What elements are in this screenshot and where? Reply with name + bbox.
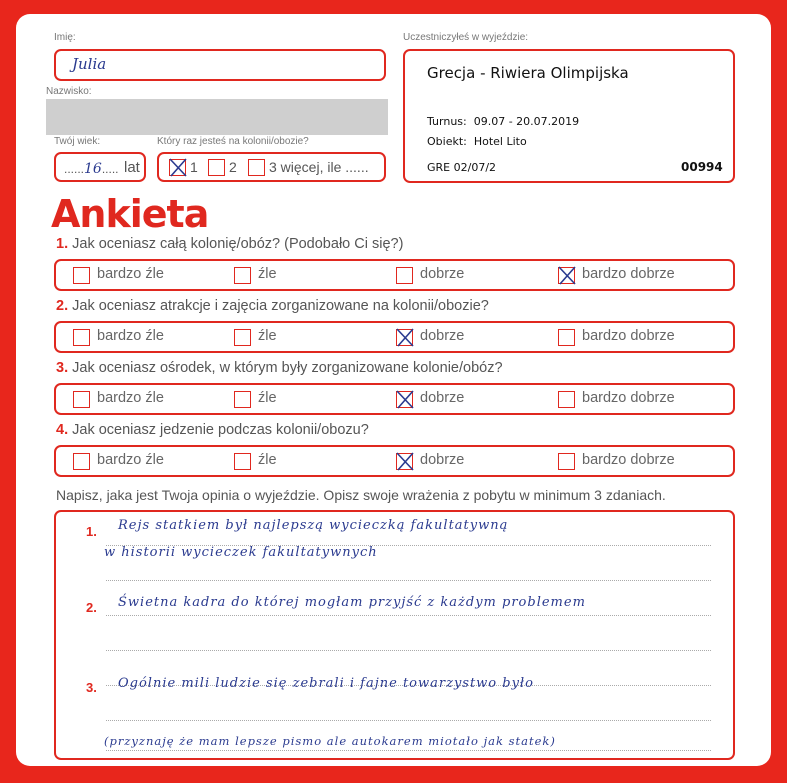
option-checkbox[interactable] — [558, 391, 575, 408]
check-x-icon — [395, 389, 415, 410]
option-checkbox[interactable] — [396, 267, 413, 284]
imie-field[interactable] — [54, 49, 386, 81]
question-number: 2. — [56, 298, 69, 314]
option-checkbox[interactable] — [73, 267, 90, 284]
question-text: Jak oceniasz całą kolonię/obóz? (Podobało Ci się?) — [72, 236, 404, 252]
writing-line — [106, 720, 711, 721]
uczestniczyles-label: Uczestniczyłeś w wyjeździe: — [403, 32, 529, 43]
option-label: bardzo źle — [97, 266, 164, 282]
question-number: 1. — [56, 236, 69, 252]
question-1-options — [54, 259, 735, 291]
option-label: źle — [258, 390, 277, 406]
option-checkbox[interactable] — [396, 329, 413, 346]
check-x-icon — [168, 157, 188, 178]
option-checkbox[interactable] — [558, 329, 575, 346]
imie-value: Julia — [72, 55, 107, 73]
trip-turnus: Turnus: 09.07 - 20.07.2019 — [427, 115, 580, 128]
question-2-options — [54, 321, 735, 353]
opinion-number: 1. — [86, 524, 97, 539]
wiek-dots-before: ...... — [64, 162, 85, 176]
raz-3-label: 3 więcej, ile ...... — [269, 159, 369, 175]
check-x-icon — [395, 451, 415, 472]
option-label: bardzo źle — [97, 390, 164, 406]
option-label: źle — [258, 452, 277, 468]
option-label: bardzo dobrze — [582, 390, 675, 406]
option-label: bardzo dobrze — [582, 266, 675, 282]
option-checkbox[interactable] — [396, 453, 413, 470]
option-label: bardzo źle — [97, 328, 164, 344]
ktory-raz-field — [157, 152, 386, 182]
trip-info-box — [403, 49, 735, 183]
opinion-text-line: w historii wycieczek fakultatywnych — [104, 545, 378, 560]
raz-2-checkbox[interactable] — [208, 159, 225, 176]
question-text: Jak oceniasz jedzenie podczas kolonii/obozu? — [72, 422, 369, 438]
opinion-text-line: Rejs statkiem był najlepszą wycieczką fakultatywną — [118, 518, 509, 533]
option-checkbox[interactable] — [396, 391, 413, 408]
check-x-icon — [557, 265, 577, 286]
option-label: dobrze — [420, 266, 465, 282]
option-checkbox[interactable] — [73, 453, 90, 470]
raz-3-checkbox[interactable] — [248, 159, 265, 176]
option-checkbox[interactable] — [234, 453, 251, 470]
question-3 — [56, 360, 503, 376]
option-checkbox[interactable] — [234, 391, 251, 408]
form-title: Ankieta — [51, 192, 209, 236]
question-1 — [56, 236, 403, 252]
writing-line — [106, 650, 711, 651]
wiek-value: 16 — [84, 161, 102, 177]
opinion-number: 3. — [86, 680, 97, 695]
ktory-raz-label: Który raz jesteś na kolonii/obozie? — [157, 136, 309, 147]
writing-line — [106, 580, 711, 581]
question-text: Jak oceniasz ośrodek, w którym były zorganizowane kolonie/obóz? — [72, 360, 503, 376]
question-number: 3. — [56, 360, 69, 376]
option-label: źle — [258, 266, 277, 282]
opinion-number: 2. — [86, 600, 97, 615]
trip-title: Grecja - Riwiera Olimpijska — [427, 64, 629, 82]
opinion-text-line: Ogólnie mili ludzie się zebrali i fajne towarzystwo było — [118, 676, 534, 691]
opinion-text-line: Świetna kadra do której mogłam przyjść z każdym problemem — [118, 595, 586, 610]
question-4-options — [54, 445, 735, 477]
option-checkbox[interactable] — [234, 267, 251, 284]
opinion-prompt: Napisz, jaka jest Twoja opinia o wyjeździe. Opisz swoje wrażenia z pobytu w minimum 3 zdaniach. — [56, 487, 666, 503]
question-3-options — [54, 383, 735, 415]
nazwisko-redacted — [46, 99, 388, 135]
imie-label: Imię: — [54, 32, 76, 43]
option-label: dobrze — [420, 328, 465, 344]
question-4 — [56, 422, 369, 438]
question-number: 4. — [56, 422, 69, 438]
wiek-field[interactable] — [54, 152, 146, 182]
wiek-dots-after: ..... — [101, 162, 119, 176]
option-checkbox[interactable] — [234, 329, 251, 346]
option-label: bardzo dobrze — [582, 328, 675, 344]
survey-sheet — [16, 14, 771, 766]
option-checkbox[interactable] — [558, 453, 575, 470]
raz-1-checkbox[interactable] — [169, 159, 186, 176]
option-label: dobrze — [420, 452, 465, 468]
lat-label: lat — [124, 159, 140, 176]
raz-2-label: 2 — [229, 159, 237, 175]
option-label: bardzo źle — [97, 452, 164, 468]
trip-code: GRE 02/07/2 — [427, 161, 497, 174]
trip-obiekt: Obiekt: Hotel Lito — [427, 135, 527, 148]
option-label: źle — [258, 328, 277, 344]
trip-number: 00994 — [681, 160, 723, 174]
writing-line — [106, 750, 711, 751]
option-label: bardzo dobrze — [582, 452, 675, 468]
writing-line — [106, 615, 711, 616]
check-x-icon — [395, 327, 415, 348]
question-text: Jak oceniasz atrakcje i zajęcia zorganizowane na kolonii/obozie? — [72, 298, 489, 314]
raz-1-label: 1 — [190, 159, 198, 175]
opinion-box[interactable] — [54, 510, 735, 760]
option-checkbox[interactable] — [558, 267, 575, 284]
wiek-label: Twój wiek: — [54, 136, 101, 147]
option-checkbox[interactable] — [73, 391, 90, 408]
option-label: dobrze — [420, 390, 465, 406]
question-2 — [56, 298, 489, 314]
opinion-text-line: (przyznaję że mam lepsze pismo ale autokarem miotało jak statek) — [104, 734, 556, 748]
option-checkbox[interactable] — [73, 329, 90, 346]
nazwisko-label: Nazwisko: — [46, 86, 92, 97]
